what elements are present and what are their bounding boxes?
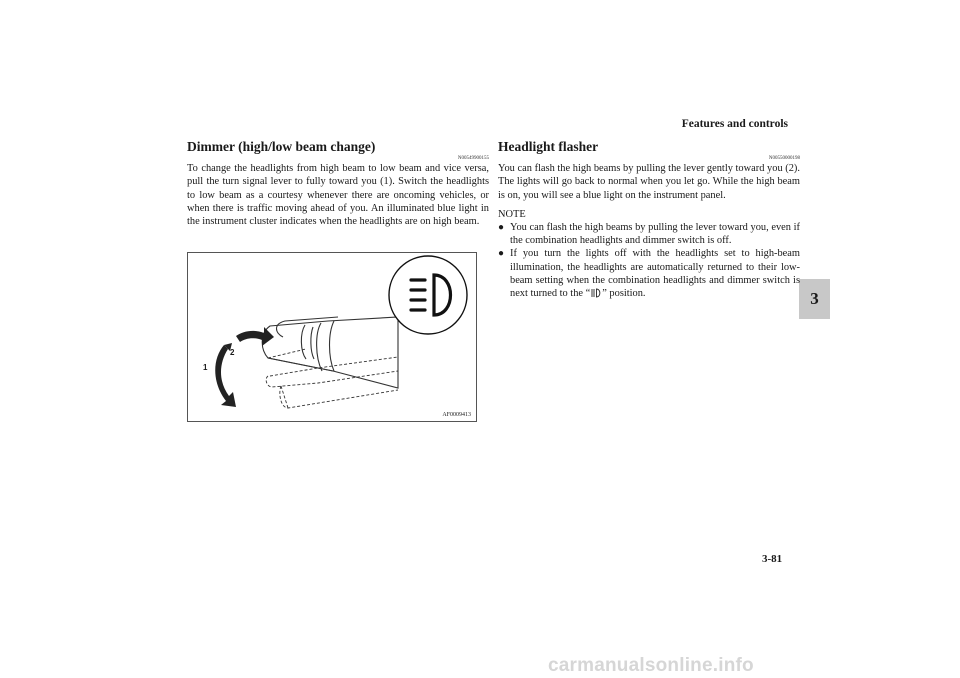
callout-label-2: 2 [230, 348, 235, 357]
flasher-body-text: You can flash the high beams by pulling the lever gently toward you (2). The lights will go back to normal when you let go. While the high beam is on, you will see a blue light on the instrument panel. [498, 163, 800, 201]
dimmer-lever-illustration [187, 252, 477, 422]
note-list [498, 221, 800, 301]
note-item [498, 247, 800, 300]
chapter-tab: 3 [799, 279, 830, 319]
note-text: You can flash the high beams by pulling the lever toward you, even if the combination headlights and dimmer switch is off. [510, 221, 800, 247]
section-title-dimmer: Dimmer (high/low beam change) [187, 139, 376, 154]
note-text: If you turn the lights off with the headlights set to high-beam illumination, the headlights are automatically returned to their low-beam setting when the combination headlights and dimmer switch is next turned to the “ [510, 248, 800, 300]
lever-diagram [188, 253, 477, 422]
callout-circle [389, 256, 467, 334]
bullet-icon: ● [498, 221, 505, 233]
page-number: 3-81 [762, 553, 783, 565]
section-dimmer [187, 139, 489, 228]
section-title-flasher: Headlight flasher [498, 139, 599, 154]
turn-signal-lever [262, 317, 398, 388]
dimmer-body-text: To change the headlights from high beam to low beam and vice versa, pull the turn signal lever to fully toward you (1). Switch the headlights to low beam as a courtesy whenever there are oncoming vehicles, or when there is traffic moving ahead of you. An illuminated blue light in the instrument cluster indicates when the headlights are on high beam. [187, 163, 489, 228]
reference-code: N00550000198 [768, 156, 800, 161]
section-headlight-flasher [498, 139, 800, 301]
figure-code: AF0009413 [442, 412, 471, 418]
note-text-end: ” position. [602, 288, 646, 300]
callout-label-1: 1 [203, 363, 208, 372]
note-label: NOTE [498, 208, 526, 220]
note-item [498, 221, 800, 248]
high-beam-icon [590, 288, 602, 298]
bullet-icon: ● [498, 248, 505, 260]
running-header: Features and controls [681, 118, 788, 130]
reference-code: N00549900155 [457, 156, 489, 161]
watermark: carmanualsonline.info [548, 655, 754, 676]
